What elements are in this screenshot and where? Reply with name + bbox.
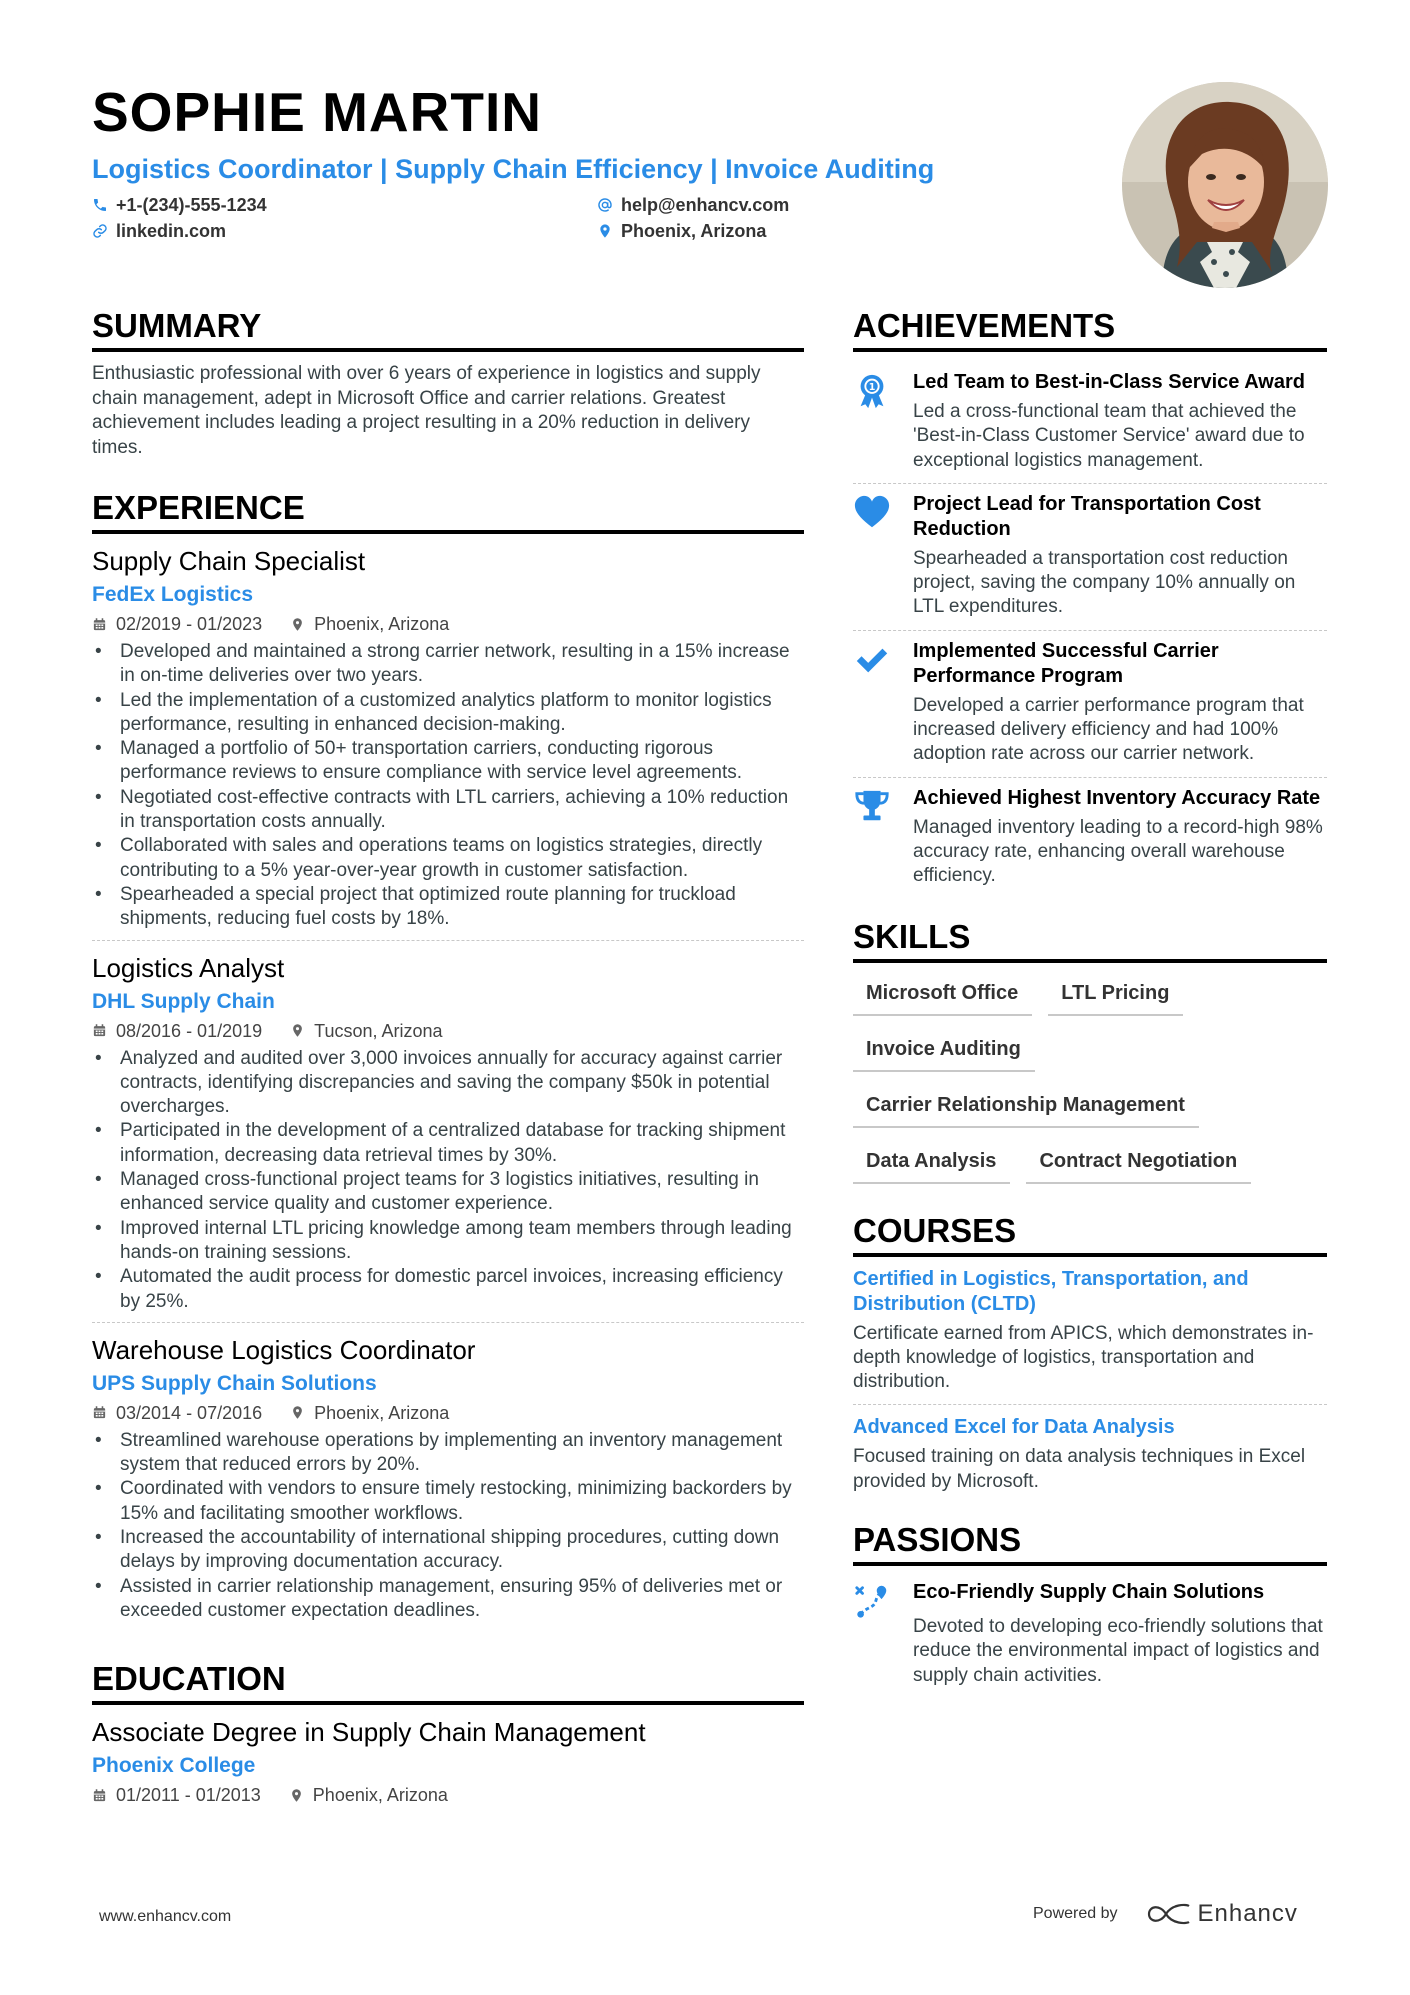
achievement-title: Achieved Highest Inventory Accuracy Rate xyxy=(913,786,1321,809)
company-name[interactable]: UPS Supply Chain Solutions xyxy=(92,1371,377,1395)
footer-website[interactable]: www.enhancv.com xyxy=(99,1908,232,1925)
job-bullets xyxy=(92,1429,804,1623)
job-title: Supply Chain Specialist xyxy=(92,546,366,576)
job-bullet: • Led the implementation of a customized analytics platform to monitor logistics performance, resulting in enhanced decision-making. xyxy=(92,689,804,738)
job-bullet: • Spearheaded a special project that optimized route planning for truckload shipments, reducing fuel costs by 18%. xyxy=(92,883,804,932)
achievement-desc: Led a cross-functional team that achieved the 'Best-in-Class Customer Service' award due to exceptional logistics management. xyxy=(913,401,1305,471)
job-dates: 08/2016 - 01/2019 xyxy=(116,1020,263,1041)
contact-linkedin[interactable] xyxy=(92,218,226,244)
linkedin-text: linkedin.com xyxy=(116,221,227,241)
job-dates: 03/2014 - 07/2016 xyxy=(116,1402,263,1423)
achievement-item xyxy=(853,362,1327,483)
at-icon xyxy=(597,197,613,213)
degree-title: Associate Degree in Supply Chain Management xyxy=(92,1717,646,1748)
calendar-icon xyxy=(92,1023,107,1038)
job-title: Warehouse Logistics Coordinator xyxy=(92,1334,476,1365)
achievement-desc: Spearheaded a transportation cost reduction project, saving the company 10% annually on LTL expenditures. xyxy=(913,547,1296,618)
achievement-desc: Developed a carrier performance program that increased delivery efficiency and had 100% adoption rate across our carrier network. xyxy=(913,694,1304,765)
summary-text: Enthusiastic professional with over 6 years of experience in logistics and supply chain management, adept in Microsoft Office and carrier relations. Greatest achievement includes leading a project resulting in a 20% reduction in delivery times. xyxy=(92,363,761,458)
job-bullets xyxy=(92,640,804,932)
calendar-icon xyxy=(92,617,107,632)
course-title[interactable]: Advanced Excel for Data Analysis xyxy=(853,1416,1175,1439)
location-pin-icon xyxy=(290,617,305,632)
achievement-title: Project Lead for Transportation Cost Reduction xyxy=(913,492,1261,540)
achievement-item xyxy=(853,777,1327,899)
job-location-text: Phoenix, Arizona xyxy=(314,1402,450,1423)
heart-icon xyxy=(853,494,891,532)
job-dates: 02/2019 - 01/2023 xyxy=(116,614,263,634)
contact-info xyxy=(92,192,1102,244)
company-name[interactable]: DHL Supply Chain xyxy=(92,989,275,1013)
job-title: Logistics Analyst xyxy=(92,952,285,983)
job-bullet: • Managed a portfolio of 50+ transportation carriers, conducting rigorous performance reviews to ensure compliance with service level agreements. xyxy=(92,737,804,786)
link-icon xyxy=(92,223,108,239)
job-bullet: • Managed cross-functional project teams for 3 logistics initiatives, resulting in enhanced service quality and customer experience. xyxy=(92,1168,804,1217)
location-text: Phoenix, Arizona xyxy=(621,221,767,241)
footer-powered-by xyxy=(1033,1900,1298,1928)
headline: Logistics Coordinator | Supply Chain Efficiency | Invoice Auditing xyxy=(92,154,935,184)
education-heading: EDUCATION xyxy=(92,1659,804,1705)
job-meta xyxy=(92,1019,804,1043)
enhancv-logo[interactable] xyxy=(1146,1900,1298,1928)
achievement-title: Implemented Successful Carrier Performance Program xyxy=(913,639,1219,687)
left-column xyxy=(92,306,804,1815)
job-bullet: • Participated in the development of a centralized database for tracking shipment information, decreasing data retrieval times by 30%. xyxy=(92,1119,804,1168)
skill-tag: Invoice Auditing xyxy=(853,1029,1035,1072)
svg-text:1: 1 xyxy=(868,382,876,394)
job-meta xyxy=(92,612,804,636)
school-name[interactable]: Phoenix College xyxy=(92,1754,256,1778)
passion-title: Eco-Friendly Supply Chain Solutions xyxy=(913,1581,1265,1604)
contact-phone[interactable] xyxy=(92,192,267,218)
checkmark-icon xyxy=(853,641,891,679)
passion-item xyxy=(853,1576,1327,1698)
job-location xyxy=(290,612,449,636)
achievement-title: Led Team to Best-in-Class Service Award xyxy=(913,371,1305,393)
job-bullet: • Coordinated with vendors to ensure timely restocking, minimizing backorders by 15% and facilitating smoother workflows. xyxy=(92,1477,804,1526)
phone-icon xyxy=(92,197,108,213)
job-bullet: • Streamlined warehouse operations by implementing an inventory management system that reduced errors by 20%. xyxy=(92,1429,804,1478)
job-bullet: • Automated the audit process for domestic parcel invoices, increasing efficiency by 25%. xyxy=(92,1265,804,1314)
education-entry xyxy=(92,1715,804,1815)
passions-heading: PASSIONS xyxy=(853,1520,1327,1566)
candidate-name: SOPHIE MARTIN xyxy=(92,81,542,143)
course-title[interactable]: Certified in Logistics, Transportation, and Distribution (CLTD) xyxy=(853,1267,1249,1315)
job-bullet: • Collaborated with sales and operations teams on logistics strategies, directly contributing to a 5% year-over-year growth in customer satisfaction. xyxy=(92,834,804,883)
skills-list xyxy=(853,973,1327,1197)
education-meta xyxy=(92,1783,804,1807)
email-text: help@enhancv.com xyxy=(621,195,790,215)
job-bullet: • Developed and maintained a strong carrier network, resulting in a 15% increase in on-time deliveries over two years. xyxy=(92,640,804,689)
skills-heading: SKILLS xyxy=(853,917,1327,963)
job-meta xyxy=(92,1401,804,1425)
location-pin-icon xyxy=(290,1023,305,1038)
skill-tag: Microsoft Office xyxy=(853,973,1032,1016)
skill-tag: Data Analysis xyxy=(853,1141,1010,1184)
job-bullet: • Analyzed and audited over 3,000 invoices annually for accuracy against carrier contracts, identifying discrepancies and saving the company $50k in potential overcharges. xyxy=(92,1047,804,1120)
profile-photo xyxy=(1122,82,1328,288)
achievements-heading: ACHIEVEMENTS xyxy=(853,306,1327,352)
calendar-icon xyxy=(92,1405,107,1420)
course-item xyxy=(853,1404,1327,1494)
summary-heading: SUMMARY xyxy=(92,306,804,352)
job-bullet: • Assisted in carrier relationship management, ensuring 95% of deliveries met or exceeded customer expectation deadlines. xyxy=(92,1575,804,1624)
location-pin-icon xyxy=(289,1788,304,1803)
skill-tag: LTL Pricing xyxy=(1048,973,1183,1016)
calendar-icon xyxy=(92,1788,107,1803)
right-column xyxy=(853,306,1327,1698)
contact-email[interactable] xyxy=(597,192,789,218)
enhancv-logo-icon xyxy=(1146,1902,1192,1926)
route-icon xyxy=(853,1582,891,1620)
job-entry xyxy=(92,940,804,1322)
course-desc: Certificate earned from APICS, which demonstrates in-depth knowledge of logistics, transportation and distribution. xyxy=(853,1322,1314,1393)
experience-heading: EXPERIENCE xyxy=(92,488,804,534)
company-name[interactable]: FedEx Logistics xyxy=(92,583,254,606)
job-entry xyxy=(92,544,804,940)
courses-heading: COURSES xyxy=(853,1211,1327,1257)
achievement-item xyxy=(853,483,1327,630)
job-bullet: • Increased the accountability of international shipping procedures, cutting down delays by improving documentation accuracy. xyxy=(92,1526,804,1575)
achievement-desc: Managed inventory leading to a record-high 98% accuracy rate, enhancing overall warehouse efficiency. xyxy=(913,816,1323,887)
phone-text: +1-(234)-555-1234 xyxy=(116,195,267,215)
passion-desc: Devoted to developing eco-friendly solutions that reduce the environmental impact of logistics and supply chain activities. xyxy=(913,1616,1323,1686)
job-bullets xyxy=(92,1047,804,1314)
skill-tag: Contract Negotiation xyxy=(1026,1141,1251,1184)
location-pin-icon xyxy=(597,223,613,239)
job-location-text: Phoenix, Arizona xyxy=(314,614,450,634)
contact-location xyxy=(597,218,766,244)
award-ribbon-icon xyxy=(853,372,891,410)
location-pin-icon xyxy=(290,1405,305,1420)
job-location xyxy=(290,1019,442,1043)
education-location-text: Phoenix, Arizona xyxy=(312,1785,448,1806)
job-bullet: • Negotiated cost-effective contracts with LTL carriers, achieving a 10% reduction in transportation costs annually. xyxy=(92,786,804,835)
achievement-item xyxy=(853,630,1327,777)
powered-by-text: Powered by xyxy=(1033,1905,1118,1922)
job-location xyxy=(290,1401,449,1425)
job-bullet: • Improved internal LTL pricing knowledge among team members through leading hands-on training sessions. xyxy=(92,1217,804,1266)
skill-tag: Carrier Relationship Management xyxy=(853,1085,1199,1128)
trophy-icon xyxy=(853,788,891,826)
job-entry xyxy=(92,1322,804,1631)
brand-name: Enhancv xyxy=(1197,1900,1298,1927)
resume-header xyxy=(92,80,1102,244)
job-location-text: Tucson, Arizona xyxy=(314,1020,443,1041)
course-item xyxy=(853,1267,1327,1395)
course-desc: Focused training on data analysis techniques in Excel provided by Microsoft. xyxy=(853,1446,1306,1492)
education-location xyxy=(289,1783,448,1807)
education-dates: 01/2011 - 01/2013 xyxy=(116,1785,261,1806)
